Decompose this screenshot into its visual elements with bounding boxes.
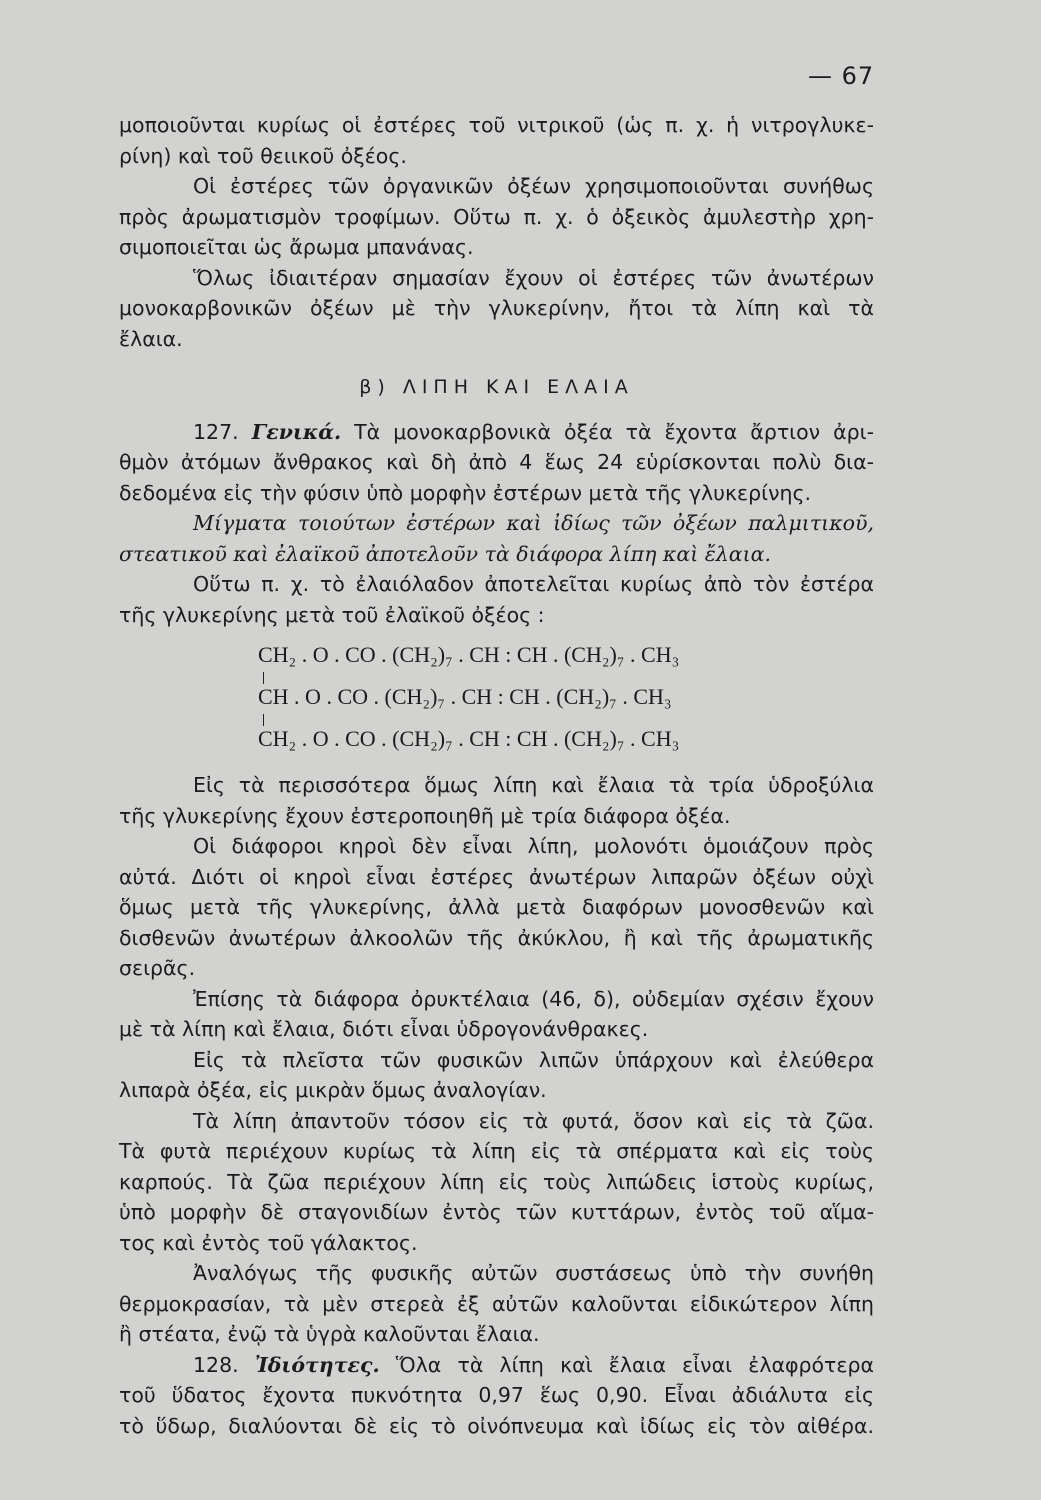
paragraph-1 [119,110,874,171]
text-line: Ὅλως ἰδιαιτέραν σημασίαν ἔχουν οἱ ἐστέρες τῶν ἀνωτέρων [193,265,874,290]
text-line [119,1350,874,1381]
paragraph-9 [119,1258,874,1350]
text-line: σειρᾶς. [119,956,196,980]
text-line: λιπαρὰ ὀξέα, εἰς μικρὰν ὅμως ἀναλογίαν. [119,1078,547,1102]
text-line: καρπούς. Τὰ ζῶα περιέχουν λίπη εἰς τοὺς λιπώδεις ἱστοὺς κυρίως, [119,1169,874,1194]
text-line: Εἰς τὰ πλεῖστα τῶν φυσικῶν λιπῶν ὑπάρχουν καὶ ἐλεύθερα [193,1047,874,1072]
text-line: δεδομένα εἰς τὴν φύσιν ὑπὸ μορφὴν ἐστέρων μετὰ τῆς γλυκερίνης. [119,480,812,505]
section-text: Ὅλα τὰ λίπη καὶ ἔλαια εἶναι ἐλαφρότερα [395,1352,874,1377]
section-number: 127. [193,419,239,444]
text-line: Οἱ διάφοροι κηροὶ δὲν εἶναι λίπη, μολονότι ὁμοιάζουν πρὸς [193,834,874,858]
text-line: δισθενῶν ἀνωτέρων ἀλκοολῶν τῆς ἀκύκλου, ἢ καὶ τῆς ἀρωματικῆς [119,925,874,950]
paragraph-4 [119,770,874,831]
text-line: μονοκαρβονικῶν ὀξέων μὲ τὴν γλυκερίνην, ἤτοι τὰ λίπη καὶ τὰ [119,296,874,320]
text-line: σιμοποιεῖται ὡς ἄρωμα μπανάνας. [119,235,474,259]
bond-line [263,672,264,684]
bond-line [263,714,264,726]
formula-line: CH₂ . O . CO . (CH₂)₇ . CH : CH . (CH₂)₇ . CH₃ [258,726,680,751]
triglyceride-formula [258,642,874,756]
italic-paragraph [119,508,874,569]
text-line [119,417,874,448]
paragraph-2 [119,171,874,263]
text-line: αὐτά. Διότι οἱ κηροὶ εἶναι ἐστέρες ἀνωτέρων λιπαρῶν ὀξέων οὐχὶ [119,864,874,889]
text-line: Ἐπίσης τὰ διάφορα ὀρυκτέλαια (46, δ), οὐδεμίαν σχέσιν ἔχουν [193,986,874,1011]
paragraph-5 [119,831,874,984]
section-number: 128. [193,1352,239,1377]
text-line: θμὸν ἀτόμων ἄνθρακος καὶ δὴ ἀπὸ 4 ἕως 24 εὑρίσκονται πολὺ δια- [119,450,874,474]
text-line: τοῦ ὕδατος ἔχοντα πυκνότητα 0,97 ἕως 0,90. Εἶναι ἀδιάλυτα εἰς [119,1383,874,1407]
text-line: ρίνη) καὶ τοῦ θειικοῦ ὀξέος. [119,143,407,168]
paragraph-olive-oil [119,569,874,630]
text-line: Οἱ ἐστέρες τῶν ὀργανικῶν ὀξέων χρησιμοποιοῦνται συνήθως [193,174,874,198]
text-line: ἔλαια. [119,326,183,351]
text-line: τὸ ὕδωρ, διαλύονται δὲ εἰς τὸ οἰνόπνευμα καὶ ἰδίως εἰς τὸν αἰθέρα. [119,1413,874,1438]
text-line: ὑπὸ μορφὴν δὲ σταγονιδίων ἐντὸς τῶν κυττάρων, ἐντὸς τοῦ αἵμα- [119,1200,874,1224]
text-line: θερμοκρασίαν, τὰ μὲν στερεὰ ἐξ αὐτῶν καλοῦνται εἰδικώτερον λίπη [119,1291,874,1316]
text-line: πρὸς ἀρωματισμὸν τροφίμων. Οὕτω π. χ. ὁ ὀξεικὸς ἀμυλεστὴρ χρη- [119,204,874,229]
text-line: Ἀναλόγως τῆς φυσικῆς αὐτῶν συστάσεως ὑπὸ τὴν συνήθη [193,1261,874,1285]
paragraph-6 [119,984,874,1045]
text-line: Τὰ φυτὰ περιέχουν κυρίως τὰ λίπη εἰς τὰ σπέρματα καὶ εἰς τοὺς [119,1139,874,1163]
section-title: Γενικά. [251,419,342,444]
section-title: Ἰδιότητες. [254,1352,380,1377]
text-line: μοποιοῦνται κυρίως οἱ ἐστέρες τοῦ νιτρικοῦ (ὡς π. χ. ἡ νιτρογλυκε- [119,113,874,137]
text-line: Εἰς τὰ περισσότερα ὅμως λίπη καὶ ἔλαια τὰ τρία ὑδροξύλια [193,773,874,797]
text-line: Οὕτω π. χ. τὸ ἐλαιόλαδον ἀποτελεῖται κυρίως ἀπὸ τὸν ἐστέρα [193,572,874,596]
section-128 [119,1350,874,1442]
text-line: στεατικοῦ καὶ ἐλαϊκοῦ ἀποτελοῦν τὰ διάφορα λίπη καὶ ἔλαια. [119,541,771,566]
formula-line: CH . O . CO . (CH₂)₇ . CH : CH . (CH₂)₇ . CH₃ [258,684,672,709]
section-text: Τὰ μονοκαρβονικὰ ὀξέα τὰ ἔχοντα ἄρτιον ἀρι- [354,419,874,444]
text-line: τῆς γλυκερίνης μετὰ τοῦ ἐλαϊκοῦ ὀξέος : [119,602,545,627]
page-number: — 67 [808,62,875,90]
text-line: ἢ στέατα, ἐνῷ τὰ ὑγρὰ καλοῦνται ἔλαια. [119,1322,540,1346]
text-line: μὲ τὰ λίπη καὶ ἔλαια, διότι εἶναι ὑδρογονάνθρακες. [119,1017,649,1041]
text-line: τος καὶ ἐντὸς τοῦ γάλακτος. [119,1230,418,1255]
text-line: Μίγματα τοιούτων ἐστέρων καὶ ἰδίως τῶν ὀξέων παλμιτικοῦ, [193,511,874,535]
paragraph-3 [119,263,874,355]
page-body [119,110,874,1441]
section-127 [119,417,874,509]
paragraph-8 [119,1106,874,1259]
text-line: ὅμως μετὰ τῆς γλυκερίνης, ἀλλὰ μετὰ διαφόρων μονοσθενῶν καὶ [119,895,874,919]
text-line: τῆς γλυκερίνης ἔχουν ἐστεροποιηθῆ μὲ τρία διάφορα ὀξέα. [119,803,731,828]
text-line: Τὰ λίπη ἀπαντοῦν τόσον εἰς τὰ φυτά, ὅσον καὶ εἰς τὰ ζῶα. [193,1108,874,1133]
section-heading: β) ΛΙΠΗ ΚΑΙ ΕΛΑΙΑ [359,376,634,398]
formula-line: CH₂ . O . CO . (CH₂)₇ . CH : CH . (CH₂)₇ . CH₃ [258,642,680,667]
paragraph-7 [119,1045,874,1106]
